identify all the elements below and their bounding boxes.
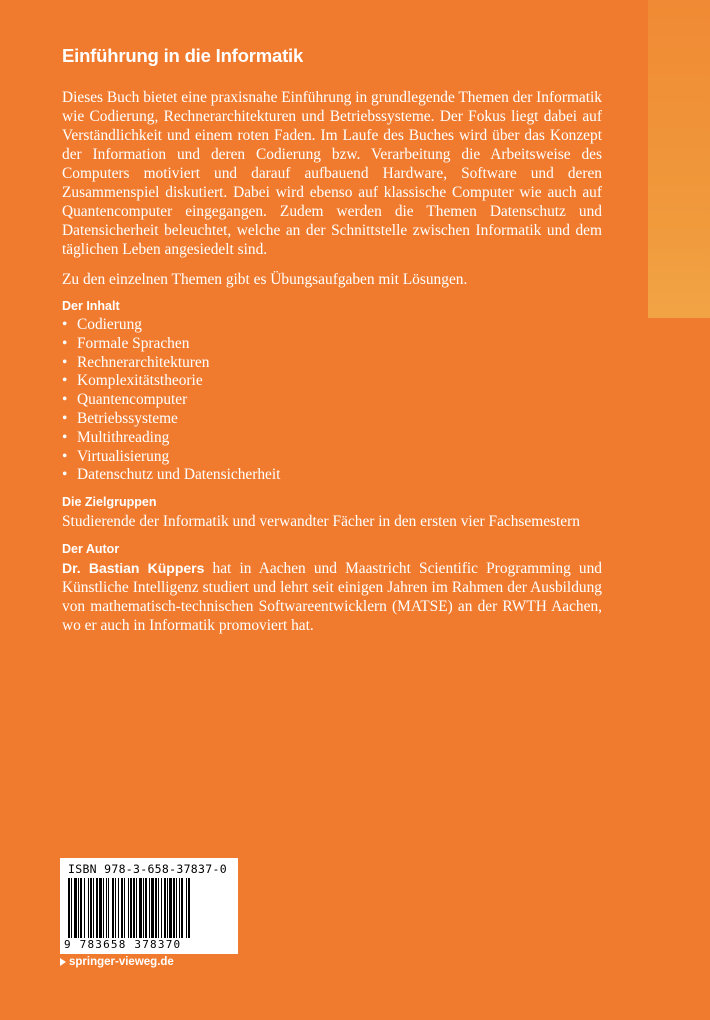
author-bio-text: hat in Aachen und Maastricht Scientific Programming und Künstliche Intelligenz studiert und lehrt seit einigen Jahren im Rahmen der Ausbildung von mathematisch-technischen Softwareentwicklern (MATSE) an der RWTH Aachen, wo er auch in Informatik promoviert hat. bbox=[62, 560, 602, 635]
list-item: • Betriebssysteme bbox=[62, 409, 178, 427]
isbn-label: ISBN 978-3-658-37837-0 bbox=[68, 862, 227, 876]
intro-paragraph: Dieses Buch bietet eine praxisnahe Einführung in grundlegende Themen der Informatik wie Codierung, Rechnerarchitekturen und Betriebssysteme. Der Fokus liegt dabei auf Verständlichkeit und einem roten Faden. Im Laufe des Buches wird über das Konzept der Information und deren Codierung bzw. Verarbeitung die Arbeitsweise des Computers motiviert und darauf aufbauend Hardware, Software und deren Zusammenspiel diskutiert. Dabei wird ebenso auf klassische Computer wie auch auf Quantencomputer eingegangen. Zudem werden die Themen Datenschutz und Datensicherheit beleuchtet, welche an der Schnittstelle zwischen Informatik und dem täglichen Leben angesiedelt sind. bbox=[62, 89, 602, 258]
barcode-digits: 9 783658 378370 bbox=[64, 938, 182, 951]
list-item: • Rechnerarchitekturen bbox=[62, 353, 210, 371]
bullet-icon: • bbox=[62, 447, 68, 465]
arrow-right-icon bbox=[60, 958, 66, 966]
author-name: Dr. Bastian Küppers bbox=[62, 560, 205, 577]
isbn-barcode-box bbox=[60, 858, 238, 954]
author-bio bbox=[62, 559, 602, 635]
bullet-icon: • bbox=[62, 409, 68, 427]
bullet-icon: • bbox=[62, 466, 68, 484]
audience-heading: Die Zielgruppen bbox=[62, 495, 157, 510]
list-item: • Quantencomputer bbox=[62, 391, 188, 409]
back-cover-text bbox=[62, 44, 602, 646]
list-item: • Formale Sprachen bbox=[62, 334, 190, 352]
author-heading: Der Autor bbox=[62, 542, 120, 557]
list-item: • Datenschutz und Datensicherheit bbox=[62, 466, 281, 484]
bullet-icon: • bbox=[62, 428, 68, 446]
website-link[interactable] bbox=[60, 956, 174, 968]
bullet-icon: • bbox=[62, 353, 68, 371]
list-item: • Komplexitätstheorie bbox=[62, 372, 203, 390]
barcode-icon bbox=[68, 878, 230, 938]
bullet-icon: • bbox=[62, 334, 68, 352]
spine-accent-strip bbox=[648, 0, 710, 318]
list-item: • Multithreading bbox=[62, 428, 170, 446]
exercises-note: Zu den einzelnen Themen gibt es Übungsaufgaben mit Lösungen. bbox=[62, 271, 468, 288]
list-item: • Codierung bbox=[62, 316, 142, 333]
audience-text: Studierende der Informatik und verwandter Fächer in den ersten vier Fachsemestern bbox=[62, 513, 580, 531]
bullet-icon: • bbox=[62, 316, 68, 333]
list-item: • Virtualisierung bbox=[62, 447, 170, 465]
bullet-icon: • bbox=[62, 372, 68, 390]
website-label: springer-vieweg.de bbox=[69, 956, 174, 968]
bullet-icon: • bbox=[62, 391, 68, 409]
book-title: Einführung in die Informatik bbox=[62, 45, 304, 66]
contents-list bbox=[62, 316, 602, 485]
contents-heading: Der Inhalt bbox=[62, 299, 120, 313]
